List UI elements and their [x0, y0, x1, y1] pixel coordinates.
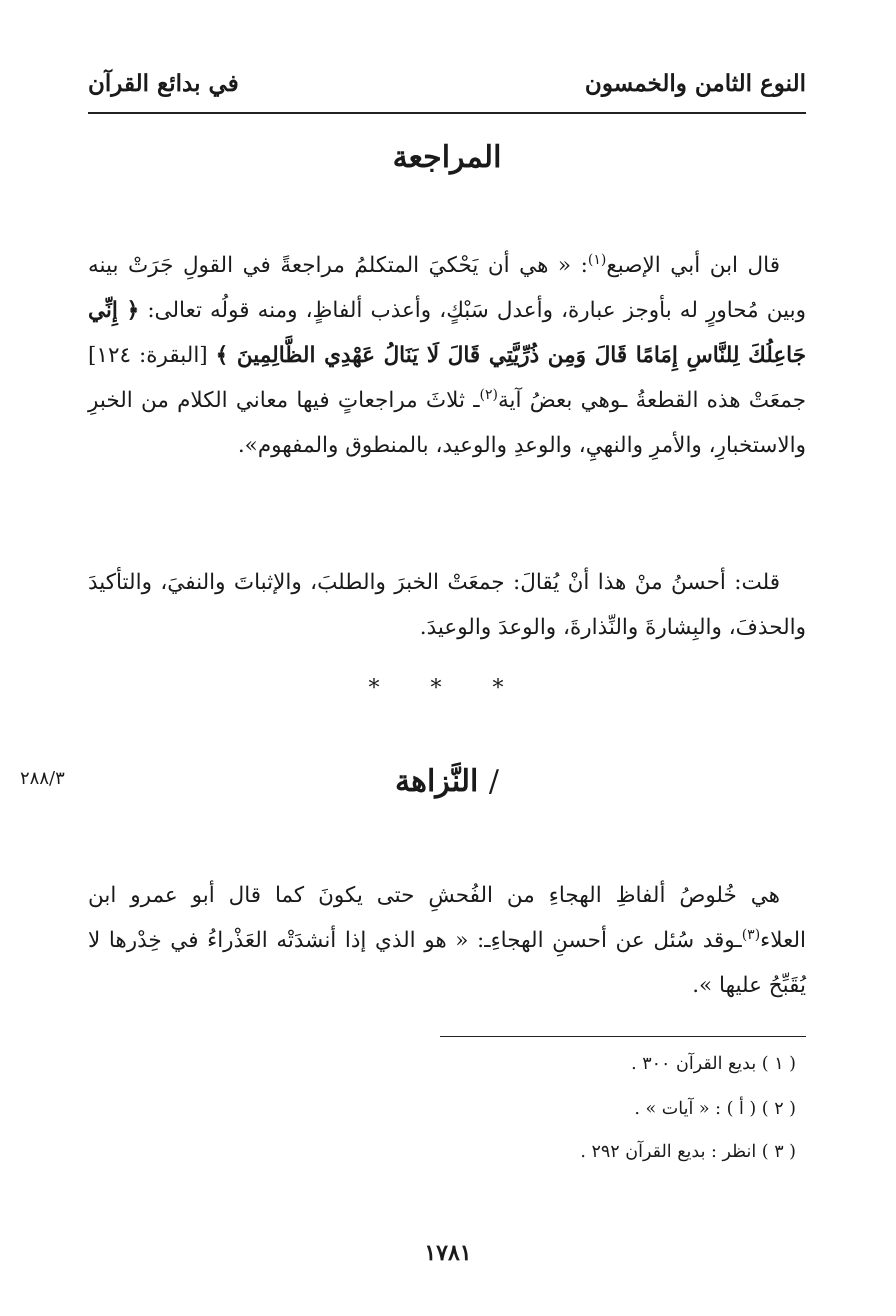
- footnote-ref-3[interactable]: (٣): [741, 926, 761, 943]
- footnote-ref-2[interactable]: (٢): [479, 386, 498, 403]
- book-title: في بدائع القرآن: [88, 70, 239, 97]
- section-title-muraja: المراجعة: [392, 140, 502, 175]
- footnote-ref-1[interactable]: (١): [587, 251, 607, 268]
- quran-verse: ﴿ إِنِّي جَاعِلُكَ لِلنَّاسِ إِمَامًا قَالَ وَمِن ذُرِّيَّتِي قَالَ لَا يَنَالُ عَهْدِي الظَّالِمِينَ ﴾: [88, 298, 807, 368]
- paragraph-intro: قال ابن أبي الإصبع: [606, 253, 781, 278]
- section-title-text: النَّزاهة: [395, 764, 479, 799]
- section-title-nazaha: [88, 764, 806, 799]
- footnote-3: ( ٣ ) انظر : بديع القرآن ٢٩٢ .: [580, 1142, 796, 1162]
- paragraph-muraja-comment: [88, 560, 806, 650]
- paragraph-text: : « هي أن يَحْكيَ المتكلمُ مراجعةً في القولِ جَرَتْ بينه وبين مُحاورٍ له بأوجز عبارة، وأعدل سَبْكٍ، وأعذب ألفاظٍ، ومنه قولُه تعالى:: [88, 253, 806, 323]
- margin-reference: ٢٨٨/٣: [20, 768, 65, 789]
- paragraph-nazaha-definition: [88, 873, 806, 1008]
- running-header: [88, 62, 806, 114]
- page-number: ١٧٨١: [424, 1240, 472, 1266]
- footnote-1: ( ١ ) بديع القرآن ٣٠٠ .: [631, 1054, 796, 1074]
- paragraph-text: [البقرة: ١٢٤] جمعَتْ هذه القطعةُ ـوهي بعضُ آية: [88, 343, 806, 413]
- page-break-marker: /: [488, 764, 499, 799]
- chapter-title: النوع الثامن والخمسون: [584, 70, 806, 97]
- paragraph-text: قلت: أحسنُ منْ هذا أنْ يُقالَ: جمعَتْ الخبرَ والطلبَ، والإثباتَ والنفيَ، والتأكيدَ والحذفَ، والبِشارةَ والنِّذارةَ، والوعدَ والوعيدَ.: [88, 570, 806, 640]
- section-divider-stars: * * *: [368, 676, 526, 701]
- paragraph-text: هي خُلوصُ ألفاظِ الهجاءِ من الفُحشِ حتى يكونَ كما قال أبو عمرو ابن العلاء: [88, 883, 806, 953]
- paragraph-text: ـ ثلاثَ مراجعاتٍ فيها معاني الكلام من الخبرِ والاستخبارِ، والأمرِ والنهيِ، والوعدِ والوعيد، بالمنطوق والمفهوم».: [88, 388, 806, 458]
- paragraph-text: ـوقد سُئل عن أحسنِ الهجاءِـ: « هو الذي إذا أنشدَتْه العَذْراءُ في خِدْرها لا يُقَبِّحُ عليها ».: [88, 928, 806, 998]
- footnote-separator: [440, 1036, 806, 1037]
- paragraph-muraja-definition: [88, 243, 806, 468]
- footnote-2: ( ٢ ) ( أ ) : « آيات » .: [634, 1099, 796, 1119]
